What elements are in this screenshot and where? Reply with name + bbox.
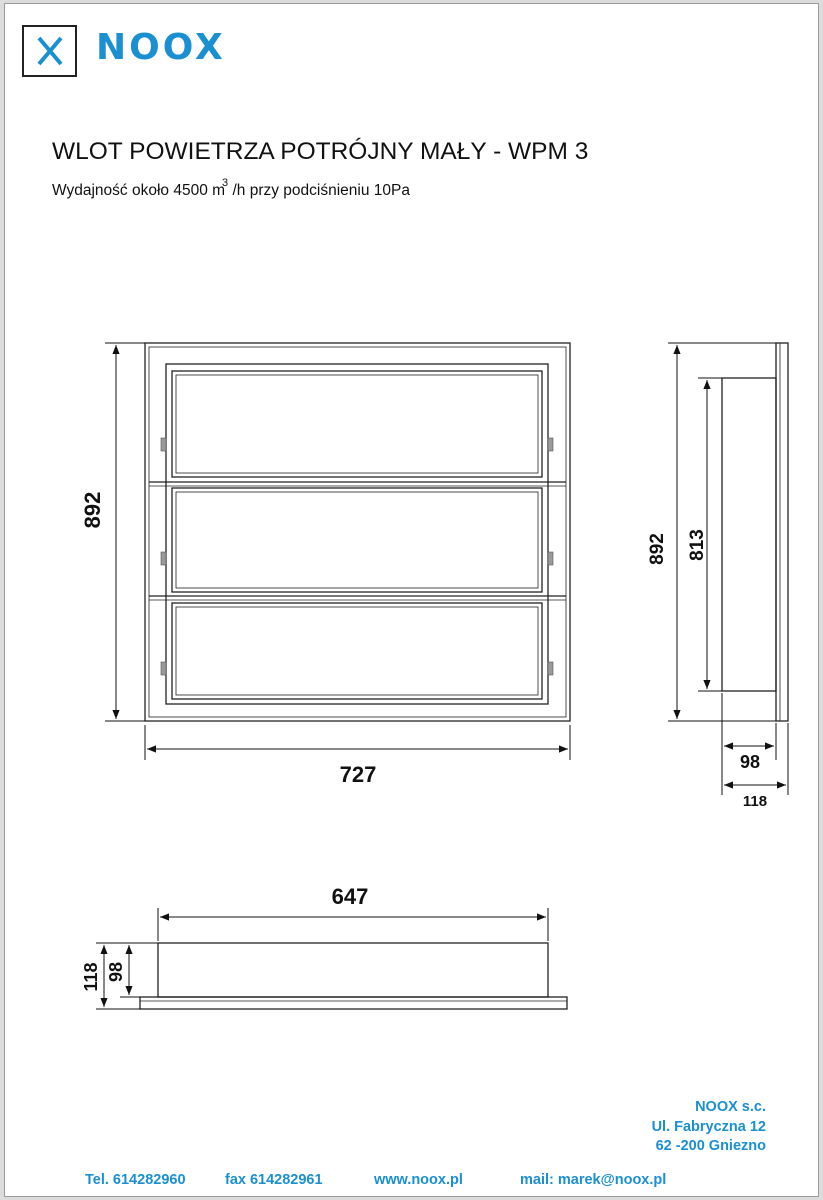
bottom-depth-inner-label: 98 — [106, 961, 126, 983]
front-view — [145, 343, 570, 721]
subtitle-pre: Wydajność około 4500 m — [52, 182, 226, 200]
company-name: NOOX s.c. — [695, 1099, 766, 1115]
louver-panel-3-inner — [176, 607, 538, 695]
bottom-view — [140, 943, 567, 1009]
subtitle-sup: 3 — [222, 177, 229, 189]
front-height-label: 892 — [80, 491, 105, 529]
side-view — [722, 343, 788, 721]
front-dimension-lines — [105, 343, 570, 760]
bottom-dimension-lines — [96, 908, 548, 1009]
logo-text: NOOX — [96, 27, 226, 68]
side-body — [722, 378, 776, 691]
contact-fax: fax 614282961 — [225, 1172, 323, 1188]
latch-icon — [161, 438, 166, 451]
latch-icon — [161, 552, 166, 565]
louver-panel-2-inner — [176, 492, 538, 588]
side-flange — [776, 343, 788, 721]
latch-icon — [161, 662, 166, 675]
front-frame-inner-line — [149, 347, 566, 717]
subtitle-post: /h przy podciśnieniu 10Pa — [228, 182, 410, 200]
louver-panel-1 — [172, 371, 542, 477]
contact-mail-link[interactable]: mail: marek@noox.pl — [520, 1172, 667, 1188]
contact-tel: Tel. 614282960 — [85, 1172, 186, 1188]
company-address — [652, 1098, 766, 1157]
louver-panel-3 — [172, 603, 542, 699]
contact-footer — [85, 1172, 725, 1190]
side-dimension-lines — [668, 343, 788, 795]
company-city: 62 -200 Gniezno — [655, 1138, 766, 1154]
louver-panel-1-inner — [176, 375, 538, 473]
page-title: WLOT POWIETRZA POTRÓJNY MAŁY - WPM 3 — [52, 138, 589, 165]
bottom-depth-outer-label: 118 — [81, 962, 101, 992]
front-width-label: 727 — [339, 762, 377, 787]
front-latches — [161, 438, 553, 675]
bottom-body — [158, 943, 548, 997]
front-inner-frame — [166, 364, 548, 704]
company-street: Ul. Fabryczna 12 — [651, 1118, 766, 1135]
latch-icon — [548, 662, 553, 675]
latch-icon — [548, 438, 553, 451]
front-outer-frame — [145, 343, 570, 721]
side-depth-inner-label: 98 — [739, 752, 761, 772]
louver-panel-2 — [172, 488, 542, 592]
bottom-width-label: 647 — [331, 884, 369, 909]
latch-icon — [548, 552, 553, 565]
side-inner-height-label: 813 — [687, 529, 708, 561]
side-height-label: 892 — [647, 533, 668, 565]
bottom-flange — [140, 997, 567, 1009]
side-depth-outer-label: 118 — [742, 793, 768, 810]
contact-web-link[interactable]: www.noox.pl — [374, 1172, 463, 1188]
